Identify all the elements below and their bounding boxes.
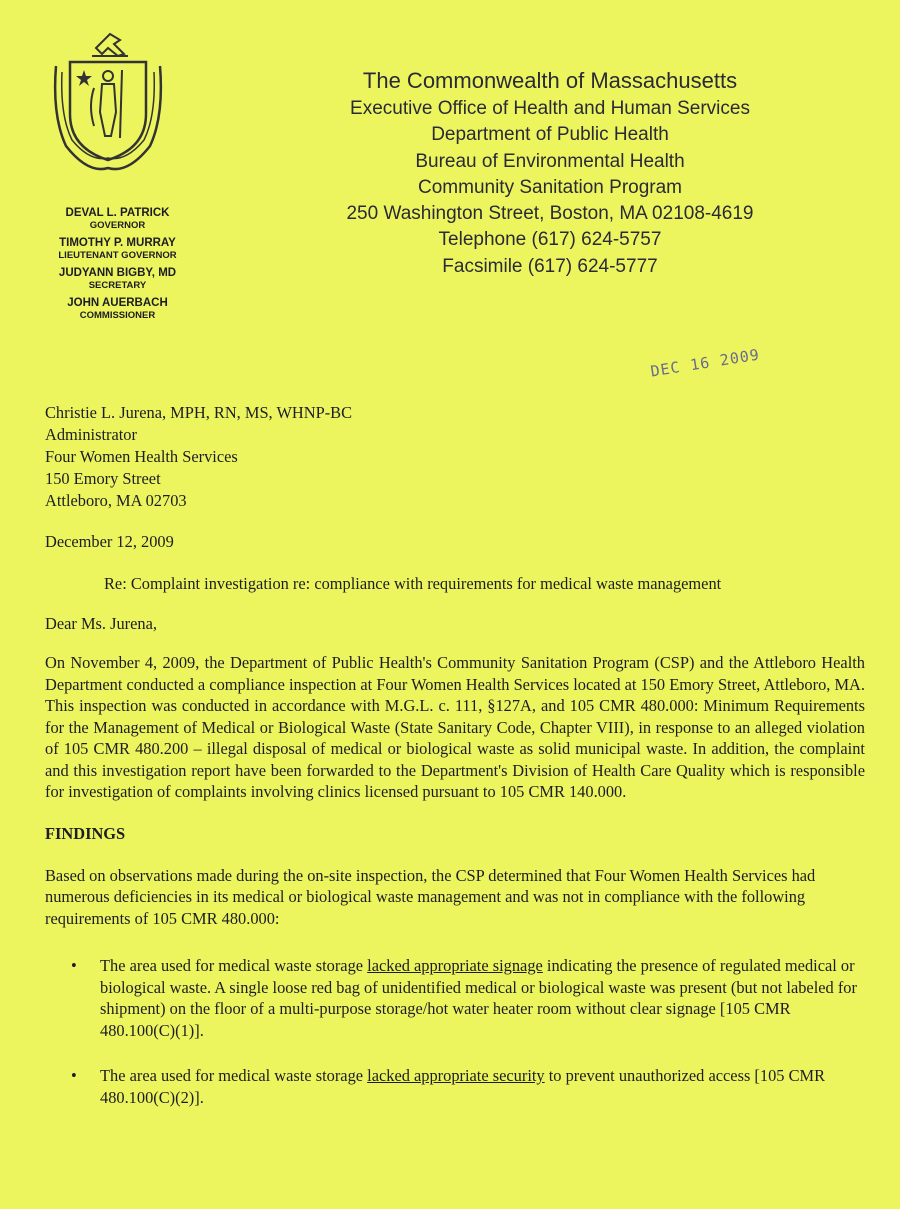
recipient-name: Christie L. Jurena, MPH, RN, MS, WHNP-BC <box>45 403 353 422</box>
salutation: Dear Ms. Jurena, <box>45 614 157 633</box>
massachusetts-seal-icon <box>48 26 168 176</box>
finding-text: to prevent unauthorized access [105 CMR 480.100(C)(2)]. <box>100 1066 826 1107</box>
recipient-city: Attleboro, MA 02703 <box>45 491 187 510</box>
official-secretary <box>40 267 195 291</box>
official-title: LIEUTENANT GOVERNOR <box>58 250 177 261</box>
received-date-stamp: DEC 16 2009 <box>649 345 762 381</box>
finding-emphasis: lacked appropriate security <box>367 1066 545 1085</box>
subject-line: Re: Complaint investigation re: compliance with requirements for medical waste management <box>104 574 722 593</box>
official-lieutenant-governor <box>40 237 195 261</box>
finding-item-security <box>45 1065 865 1108</box>
recipient-street: 150 Emory Street <box>45 469 161 488</box>
official-name: JOHN AUERBACH <box>67 297 168 309</box>
finding-item-signage <box>45 955 865 1041</box>
letterhead <box>270 66 830 280</box>
bullet-icon: • <box>71 1066 77 1085</box>
official-title: SECRETARY <box>88 280 147 291</box>
finding-text: The area used for medical waste storage <box>100 1066 368 1085</box>
recipient-address <box>45 402 865 512</box>
letter-body <box>45 402 865 1108</box>
letterhead-facsimile: Facsimile (617) 624-5777 <box>442 255 658 277</box>
official-name: JUDYANN BIGBY, MD <box>58 267 177 279</box>
official-governor <box>40 207 195 231</box>
letterhead-program: Community Sanitation Program <box>418 176 682 198</box>
finding-text: indicating the presence of regulated medical or biological waste. A single loose red bag of unidentified medical or biological waste was present (but not labeled for shipment) on the floor of a multi-purpose storage/hot water heater room without clear signage [105 CMR 480.100(C)(1)]. <box>100 956 857 1040</box>
letterhead-office: Executive Office of Health and Human Services <box>350 98 750 119</box>
paragraph-inspection: On November 4, 2009, the Department of Public Health's Community Sanitation Program (CSP) and the Attleboro Health Department conducted a compliance inspection at Four Women Health Services located at 150 Emory Street, Attleboro, MA. This inspection was conducted in accordance with M.G.L. c. 111, §127A, and 105 CMR 480.000: Minimum Requirements for the Management of Medical or Biological Waste (State Sanitary Code, Chapter VIII), in response to an alleged violation of 105 CMR 480.200 – illegal disposal of medical or biological waste as solid municipal waste. In addition, the complaint and this investigation report have been forwarded to the Department's Division of Health Care Quality which is responsible for investigation of complaints involving clinics licensed pursuant to 105 CMR 140.000. <box>45 653 865 801</box>
finding-text: The area used for medical waste storage <box>100 956 368 975</box>
bullet-icon: • <box>71 956 77 975</box>
letterhead-title: The Commonwealth of Massachusetts <box>362 68 738 93</box>
official-title: GOVERNOR <box>89 220 146 231</box>
findings-intro: Based on observations made during the on-site inspection, the CSP determined that Four Women Health Services had numerous deficiencies in its medical or biological waste management and was not in compliance with the following requirements of 105 CMR 480.000: <box>45 865 816 928</box>
finding-emphasis: lacked appropriate signage <box>367 956 543 975</box>
officials-list <box>40 207 195 327</box>
letterhead-bureau: Bureau of Environmental Health <box>415 150 685 172</box>
official-commissioner <box>40 297 195 321</box>
official-title: COMMISSIONER <box>79 310 156 321</box>
official-name: TIMOTHY P. MURRAY <box>59 237 176 249</box>
letterhead-department: Department of Public Health <box>431 124 669 146</box>
findings-heading: FINDINGS <box>45 823 126 843</box>
recipient-title: Administrator <box>45 425 137 444</box>
letter-date: December 12, 2009 <box>45 532 174 551</box>
letterhead-address: 250 Washington Street, Boston, MA 02108-4619 <box>346 203 754 225</box>
letterhead-telephone: Telephone (617) 624-5757 <box>438 229 662 251</box>
official-name: DEVAL L. PATRICK <box>65 207 170 219</box>
recipient-organization: Four Women Health Services <box>45 447 238 466</box>
